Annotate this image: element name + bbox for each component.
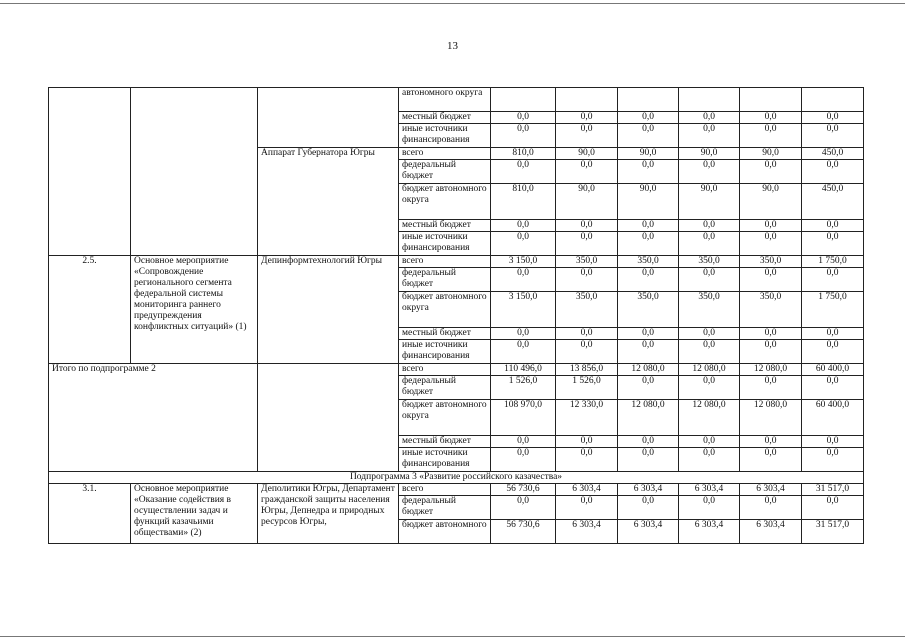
scan-edge-bottom xyxy=(0,636,905,637)
empty-cell xyxy=(258,364,399,472)
value-cell: 810,0 xyxy=(491,148,556,160)
value-cell: 0,0 xyxy=(618,448,679,472)
value-cell: 90,0 xyxy=(556,148,618,160)
value-cell: 810,0 xyxy=(491,184,556,220)
value-cell: 0,0 xyxy=(802,124,864,148)
value-cell: 56 730,6 xyxy=(491,484,556,496)
value-cell: 0,0 xyxy=(802,448,864,472)
value-cell: 0,0 xyxy=(802,328,864,340)
value-cell: 0,0 xyxy=(556,448,618,472)
value-cell: 0,0 xyxy=(679,268,740,292)
scan-edge-top xyxy=(0,3,905,4)
source-cell: иные источники финансирования xyxy=(399,232,491,256)
source-cell: местный бюджет xyxy=(399,112,491,124)
value-cell: 350,0 xyxy=(556,292,618,328)
value-cell: 0,0 xyxy=(618,496,679,520)
value-cell: 0,0 xyxy=(679,112,740,124)
value-cell: 6 303,4 xyxy=(740,520,802,544)
value-cell: 0,0 xyxy=(556,124,618,148)
value-cell: 0,0 xyxy=(491,220,556,232)
value-cell: 0,0 xyxy=(618,340,679,364)
value-cell: 0,0 xyxy=(679,232,740,256)
value-cell: 0,0 xyxy=(618,268,679,292)
value-cell: 350,0 xyxy=(740,292,802,328)
source-cell: всего xyxy=(399,256,491,268)
value-cell xyxy=(556,88,618,112)
value-cell: 0,0 xyxy=(618,220,679,232)
value-cell: 3 150,0 xyxy=(491,256,556,268)
value-cell: 60 400,0 xyxy=(802,364,864,376)
source-cell: всего xyxy=(399,148,491,160)
value-cell: 0,0 xyxy=(618,160,679,184)
value-cell: 350,0 xyxy=(618,256,679,268)
value-cell xyxy=(491,88,556,112)
value-cell: 0,0 xyxy=(679,496,740,520)
event-cell: Основное мероприятие «Сопровождение регионального сегмента федеральной системы мониторинга раннего предупреждения конфликтных ситуаций» (1) xyxy=(131,256,258,364)
source-cell: федеральный бюджет xyxy=(399,160,491,184)
source-cell: бюджет автономного округа xyxy=(399,184,491,220)
value-cell: 90,0 xyxy=(556,184,618,220)
value-cell: 0,0 xyxy=(618,112,679,124)
value-cell: 0,0 xyxy=(740,328,802,340)
value-cell: 350,0 xyxy=(740,256,802,268)
source-cell: иные источники финансирования xyxy=(399,124,491,148)
value-cell: 0,0 xyxy=(491,268,556,292)
value-cell: 0,0 xyxy=(740,124,802,148)
source-cell: местный бюджет xyxy=(399,220,491,232)
value-cell: 110 496,0 xyxy=(491,364,556,376)
value-cell: 1 526,0 xyxy=(491,376,556,400)
value-cell: 0,0 xyxy=(740,496,802,520)
value-cell: 0,0 xyxy=(802,268,864,292)
value-cell: 0,0 xyxy=(740,448,802,472)
value-cell: 0,0 xyxy=(556,436,618,448)
value-cell: 0,0 xyxy=(679,328,740,340)
value-cell: 0,0 xyxy=(802,220,864,232)
value-cell: 108 970,0 xyxy=(491,400,556,436)
value-cell: 0,0 xyxy=(556,340,618,364)
executor-cell xyxy=(258,88,399,148)
value-cell: 12 080,0 xyxy=(618,400,679,436)
value-cell: 31 517,0 xyxy=(802,520,864,544)
value-cell: 0,0 xyxy=(802,436,864,448)
value-cell: 0,0 xyxy=(491,448,556,472)
value-cell: 0,0 xyxy=(491,112,556,124)
value-cell: 12 080,0 xyxy=(679,364,740,376)
value-cell: 0,0 xyxy=(802,340,864,364)
value-cell xyxy=(802,88,864,112)
value-cell: 1 750,0 xyxy=(802,256,864,268)
source-cell: всего xyxy=(399,484,491,496)
value-cell: 12 080,0 xyxy=(679,400,740,436)
table-row xyxy=(49,364,864,376)
value-cell: 0,0 xyxy=(556,160,618,184)
value-cell: 56 730,6 xyxy=(491,520,556,544)
value-cell: 0,0 xyxy=(802,112,864,124)
source-cell: иные источники финансирования xyxy=(399,448,491,472)
value-cell: 450,0 xyxy=(802,148,864,160)
value-cell: 0,0 xyxy=(491,124,556,148)
value-cell: 0,0 xyxy=(740,232,802,256)
value-cell: 12 330,0 xyxy=(556,400,618,436)
value-cell: 0,0 xyxy=(491,340,556,364)
value-cell: 6 303,4 xyxy=(740,484,802,496)
executor-cell: Депинформтехнологий Югры xyxy=(258,256,399,364)
page-number: 13 xyxy=(447,40,458,52)
value-cell: 0,0 xyxy=(802,232,864,256)
source-cell: федеральный бюджет xyxy=(399,496,491,520)
value-cell: 31 517,0 xyxy=(802,484,864,496)
value-cell: 6 303,4 xyxy=(679,484,740,496)
value-cell: 350,0 xyxy=(556,256,618,268)
event-cell: Основное мероприятие «Оказание содействия в осуществлении задач и функций казачьими обществами» (2) xyxy=(131,484,258,544)
value-cell: 0,0 xyxy=(556,496,618,520)
value-cell: 6 303,4 xyxy=(618,484,679,496)
source-cell: федеральный бюджет xyxy=(399,376,491,400)
value-cell: 0,0 xyxy=(618,436,679,448)
value-cell: 0,0 xyxy=(618,232,679,256)
value-cell: 90,0 xyxy=(679,148,740,160)
value-cell: 0,0 xyxy=(556,220,618,232)
id-cell xyxy=(49,88,131,256)
id-cell: 3.1. xyxy=(49,484,131,544)
value-cell: 0,0 xyxy=(679,340,740,364)
value-cell: 12 080,0 xyxy=(740,400,802,436)
value-cell: 0,0 xyxy=(491,436,556,448)
value-cell: 13 856,0 xyxy=(556,364,618,376)
value-cell: 6 303,4 xyxy=(679,520,740,544)
value-cell: 0,0 xyxy=(491,232,556,256)
value-cell: 90,0 xyxy=(618,148,679,160)
value-cell: 6 303,4 xyxy=(556,484,618,496)
value-cell: 12 080,0 xyxy=(740,364,802,376)
source-cell: бюджет автономного округа xyxy=(399,292,491,328)
source-cell: иные источники финансирования xyxy=(399,340,491,364)
value-cell: 0,0 xyxy=(740,436,802,448)
value-cell: 0,0 xyxy=(556,328,618,340)
source-cell: местный бюджет xyxy=(399,436,491,448)
table-row xyxy=(49,88,864,112)
value-cell: 0,0 xyxy=(679,448,740,472)
value-cell: 350,0 xyxy=(618,292,679,328)
value-cell: 0,0 xyxy=(618,124,679,148)
value-cell: 0,0 xyxy=(802,496,864,520)
total-label-cell: Итого по подпрограмме 2 xyxy=(49,364,258,472)
value-cell xyxy=(740,88,802,112)
value-cell: 90,0 xyxy=(740,184,802,220)
value-cell: 0,0 xyxy=(491,496,556,520)
value-cell xyxy=(618,88,679,112)
id-cell: 2.5. xyxy=(49,256,131,364)
executor-cell: Аппарат Губернатора Югры xyxy=(258,148,399,256)
value-cell: 0,0 xyxy=(679,220,740,232)
source-cell: бюджет автономного xyxy=(399,520,491,544)
value-cell: 0,0 xyxy=(740,268,802,292)
subprogram-header: Подпрограмма 3 «Развитие российского казачества» xyxy=(49,472,864,484)
value-cell: 0,0 xyxy=(618,376,679,400)
value-cell: 0,0 xyxy=(679,376,740,400)
value-cell: 0,0 xyxy=(556,268,618,292)
executor-cell: Деполитики Югры, Департамент гражданской защиты населения Югры, Депнедра и природных ресурсов Югры, xyxy=(258,484,399,544)
source-cell: автономного округа xyxy=(399,88,491,112)
value-cell: 0,0 xyxy=(740,376,802,400)
source-cell: местный бюджет xyxy=(399,328,491,340)
value-cell: 0,0 xyxy=(740,340,802,364)
value-cell xyxy=(679,88,740,112)
value-cell: 1 750,0 xyxy=(802,292,864,328)
table-row xyxy=(49,484,864,496)
table-row xyxy=(49,472,864,484)
value-cell: 0,0 xyxy=(556,232,618,256)
value-cell: 0,0 xyxy=(802,376,864,400)
value-cell: 12 080,0 xyxy=(618,364,679,376)
value-cell: 90,0 xyxy=(618,184,679,220)
value-cell: 90,0 xyxy=(679,184,740,220)
value-cell: 0,0 xyxy=(556,112,618,124)
source-cell: всего xyxy=(399,364,491,376)
value-cell: 450,0 xyxy=(802,184,864,220)
value-cell: 0,0 xyxy=(740,220,802,232)
value-cell: 0,0 xyxy=(491,328,556,340)
value-cell: 350,0 xyxy=(679,292,740,328)
financing-table xyxy=(48,87,864,544)
value-cell: 0,0 xyxy=(618,328,679,340)
value-cell: 0,0 xyxy=(740,160,802,184)
source-cell: федеральный бюджет xyxy=(399,268,491,292)
value-cell: 1 526,0 xyxy=(556,376,618,400)
value-cell: 0,0 xyxy=(679,124,740,148)
value-cell: 0,0 xyxy=(491,160,556,184)
value-cell: 0,0 xyxy=(679,160,740,184)
table-row xyxy=(49,256,864,268)
value-cell: 60 400,0 xyxy=(802,400,864,436)
value-cell: 90,0 xyxy=(740,148,802,160)
event-cell xyxy=(131,88,258,256)
value-cell: 6 303,4 xyxy=(556,520,618,544)
source-cell: бюджет автономного округа xyxy=(399,400,491,436)
value-cell: 6 303,4 xyxy=(618,520,679,544)
value-cell: 0,0 xyxy=(802,160,864,184)
value-cell: 3 150,0 xyxy=(491,292,556,328)
value-cell: 0,0 xyxy=(740,112,802,124)
value-cell: 350,0 xyxy=(679,256,740,268)
value-cell: 0,0 xyxy=(679,436,740,448)
